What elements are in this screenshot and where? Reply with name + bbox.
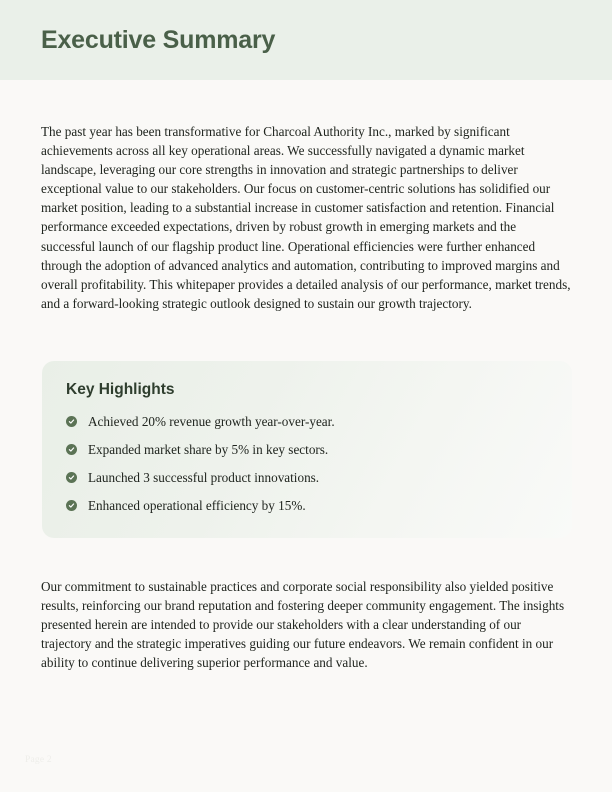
list-item-label: Achieved 20% revenue growth year-over-year. xyxy=(88,413,335,429)
list-item-label: Launched 3 successful product innovations. xyxy=(88,469,320,485)
check-circle-icon xyxy=(66,472,77,483)
check-circle-icon xyxy=(66,500,77,511)
page-footer xyxy=(0,749,612,767)
list-item xyxy=(66,497,548,514)
check-circle-icon xyxy=(66,416,77,427)
intro-paragraph: The past year has been transformative for Charcoal Authority Inc., marked by significant achievements across all key operational areas. We successfully navigated a dynamic market landscape, leveraging our core strengths in innovation and strategic partnerships to deliver exceptional value to our stakeholders. Our focus on customer-centric solutions has solidified our market position, leading to a substantial increase in customer satisfaction and retention. Financial performance exceeded expectations, driven by robust growth in emerging markets and the successful launch of our flagship product line. Operational efficiencies were further enhanced through the adoption of advanced analytics and automation, contributing to improved margins and overall profitability. This whitepaper provides a detailed analysis of our performance, market trends, and a forward-looking strategic outlook designed to sustain our growth trajectory. xyxy=(41,124,571,311)
list-item xyxy=(66,469,548,486)
document-content xyxy=(0,80,612,672)
closing-paragraph: Our commitment to sustainable practices and corporate social responsibility also yielded positive results, reinforcing our brand reputation and fostering deeper community engagement. The insights presented herein are intended to provide our stakeholders with a clear understanding of our trajectory and the strategic imperatives guiding our future endeavors. We remain confident in our ability to continue delivering superior performance and value. xyxy=(41,578,565,670)
list-item xyxy=(66,441,548,458)
list-item-label: Enhanced operational efficiency by 15%. xyxy=(88,497,306,513)
page-number: Page 2 xyxy=(25,755,52,765)
key-highlights-list xyxy=(66,413,548,514)
list-item-label: Expanded market share by 5% in key sectors. xyxy=(88,441,329,457)
page-title: Executive Summary xyxy=(41,25,276,54)
key-highlights-callout xyxy=(42,361,572,538)
key-highlights-section xyxy=(41,313,571,538)
list-item xyxy=(66,413,548,430)
page-header xyxy=(0,0,612,80)
check-circle-icon xyxy=(66,444,77,455)
key-highlights-title: Key Highlights xyxy=(66,380,175,398)
